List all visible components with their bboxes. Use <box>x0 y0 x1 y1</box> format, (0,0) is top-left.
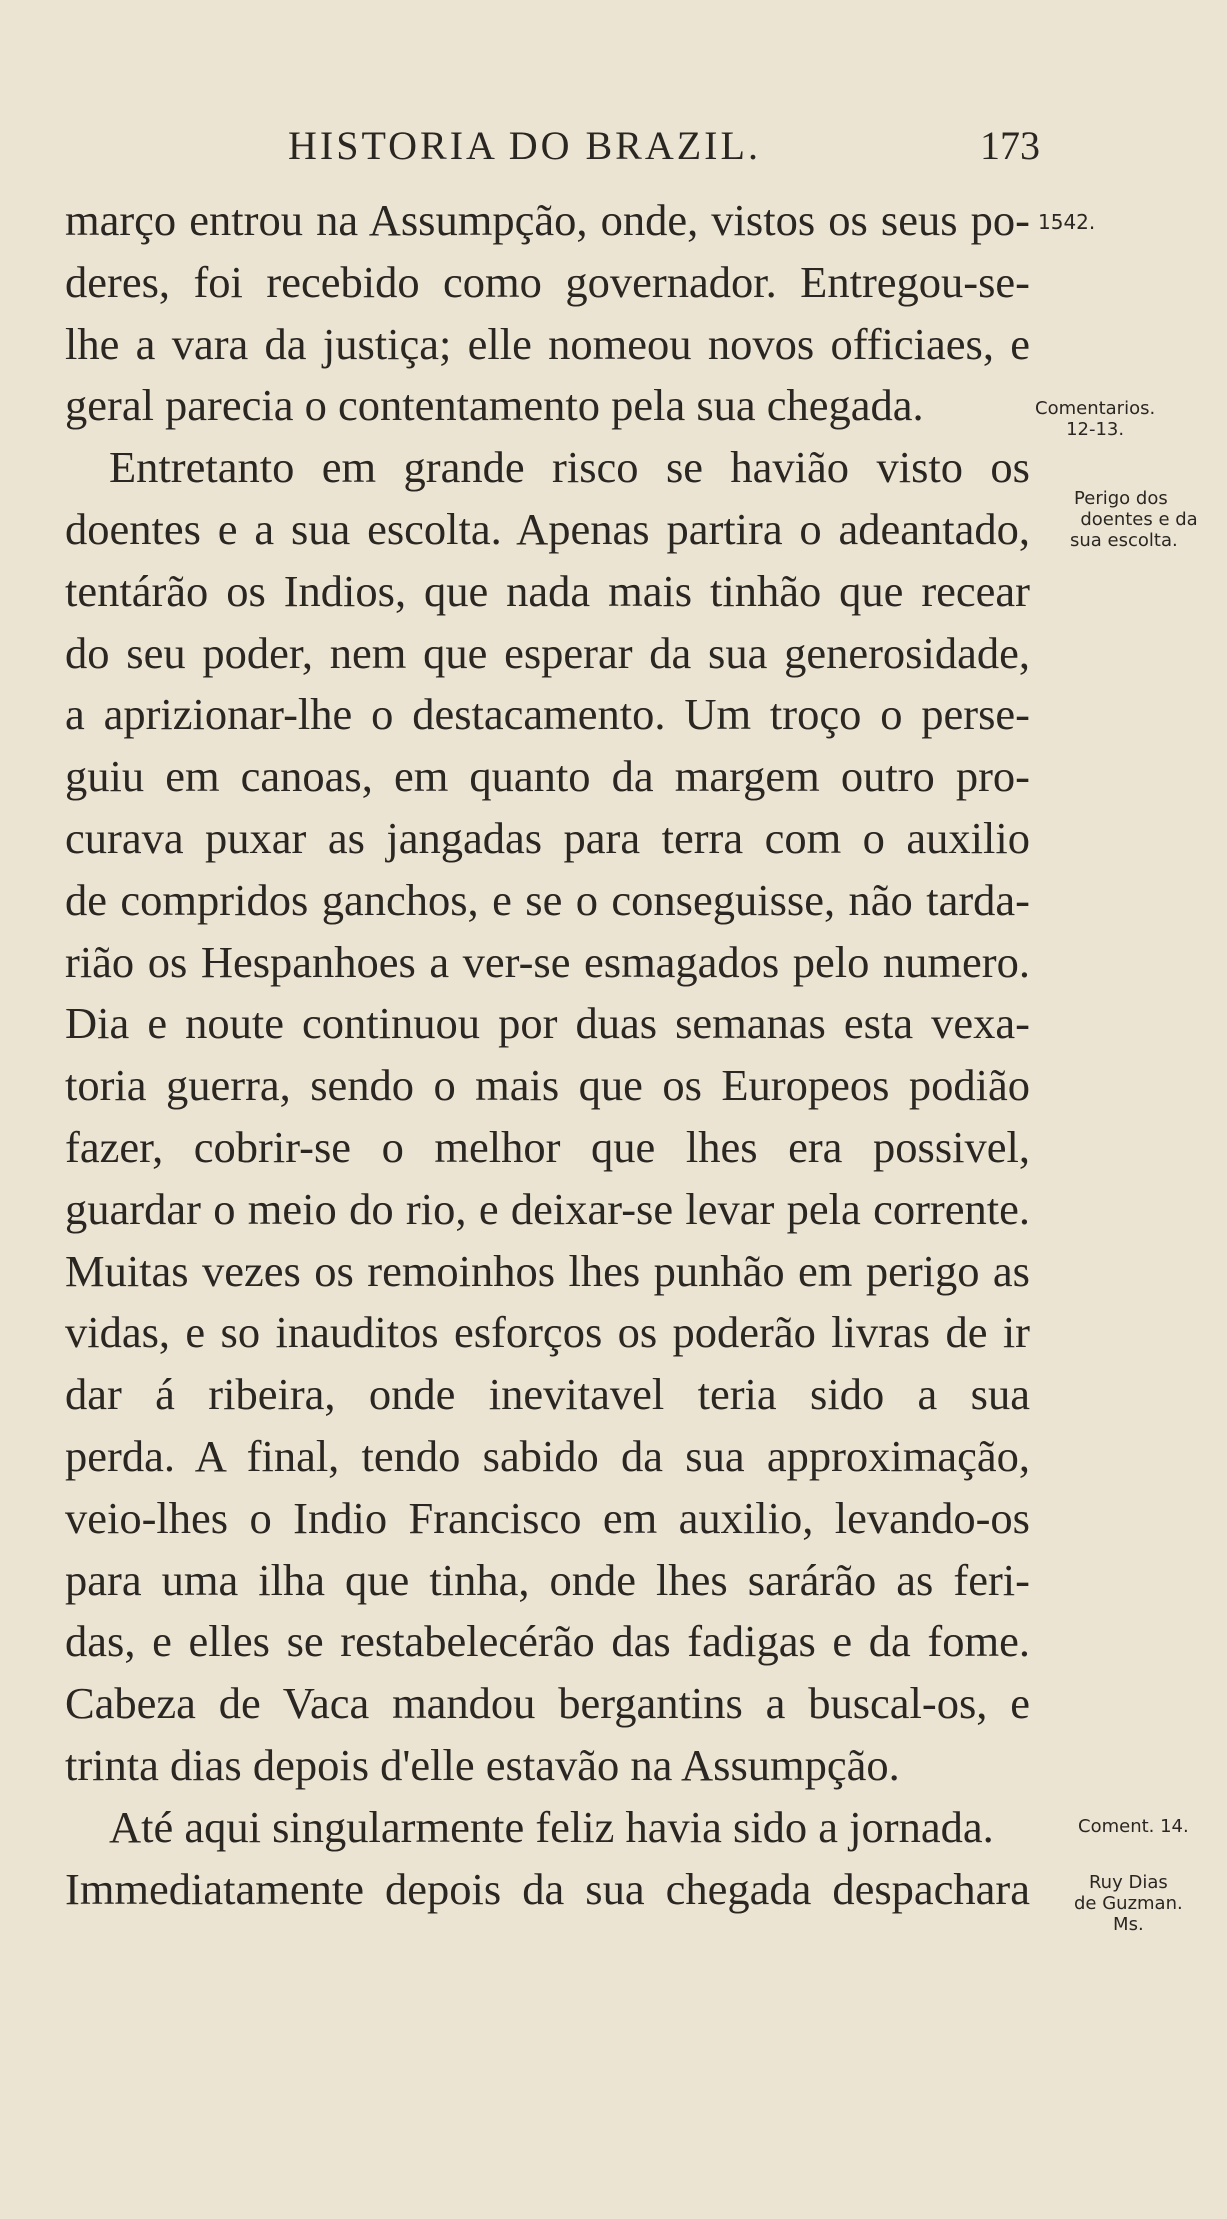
running-title: HISTORIA DO BRAZIL. <box>288 123 761 168</box>
text-line: vidas, e so inauditos esforços os poderão livras de ir <box>65 1307 1030 1358</box>
text-line: trinta dias depois d'elle estavão na Assumpção. <box>65 1739 900 1790</box>
text-line: do seu poder, nem que esperar da sua generosidade, <box>65 627 1030 678</box>
text-line: Entretanto em grande risco se havião visto os <box>109 442 1030 493</box>
text-line: Cabeza de Vaca mandou bergantins a buscal-os, e <box>65 1678 1030 1729</box>
text-line: guiu em canoas, em quanto da margem outro pro- <box>65 751 1030 802</box>
text-line: geral parecia o contentamento pela sua chegada. <box>65 380 924 431</box>
margin-note-ruy-dias: Ruy Dias de Guzman. Ms. <box>1074 1872 1183 1935</box>
page-number: 173 <box>980 123 1040 168</box>
text-line: deres, foi recebido como governador. Entregou-se- <box>65 256 1030 307</box>
text-line: a aprizionar-lhe o destacamento. Um troço o perse- <box>65 689 1030 740</box>
text-line: lhe a vara da justiça; elle nomeou novos officiaes, e <box>65 318 1030 369</box>
text-line: toria guerra, sendo o mais que os Europeos podião <box>65 1060 1030 1111</box>
text-line: para uma ilha que tinha, onde lhes sarárão as feri- <box>65 1554 1030 1605</box>
text-line: curava puxar as jangadas para terra com o auxilio <box>65 812 1030 863</box>
text-line: rião os Hespanhoes a ver-se esmagados pelo numero. <box>65 936 1030 987</box>
text-line: perda. A final, tendo sabido da sua approximação, <box>65 1430 1030 1481</box>
body-text <box>65 190 1030 1920</box>
text-line: doentes e a sua escolta. Apenas partira o adeantado, <box>65 503 1030 554</box>
text-line: de compridos ganchos, e se o conseguisse, não tarda- <box>65 874 1030 925</box>
text-line: dar á ribeira, onde inevitavel teria sido a sua <box>65 1369 1030 1420</box>
text-line: fazer, cobrir-se o melhor que lhes era possivel, <box>65 1121 1030 1172</box>
margin-note-year: 1542. <box>1038 210 1096 234</box>
text-line: Dia e noute continuou por duas semanas esta vexa- <box>65 998 1030 1049</box>
margin-note-coment14: Coment. 14. <box>1078 1816 1189 1837</box>
margin-note-comentarios: Comentarios. 12-13. <box>1035 398 1156 440</box>
text-line: das, e elles se restabelecérão das fadigas e da fome. <box>65 1616 1030 1667</box>
text-line: março entrou na Assumpção, onde, vistos os seus po- <box>65 195 1030 245</box>
text-line: guardar o meio do rio, e deixar-se levar pela corrente. <box>65 1183 1030 1234</box>
text-line: tentárão os Indios, que nada mais tinhão que recear <box>65 565 1030 616</box>
text-line: Immediatamente depois da sua chegada despachara <box>65 1863 1030 1914</box>
text-line: veio-lhes o Indio Francisco em auxilio, levando-os <box>65 1492 1030 1543</box>
page-header <box>60 122 1040 182</box>
text-line: Até aqui singularmente feliz havia sido a jornada. <box>109 1801 994 1852</box>
text-line: Muitas vezes os remoinhos lhes punhão em perigo as <box>65 1245 1030 1296</box>
margin-note-perigo: Perigo dos doentes e da sua escolta. <box>1070 488 1198 551</box>
